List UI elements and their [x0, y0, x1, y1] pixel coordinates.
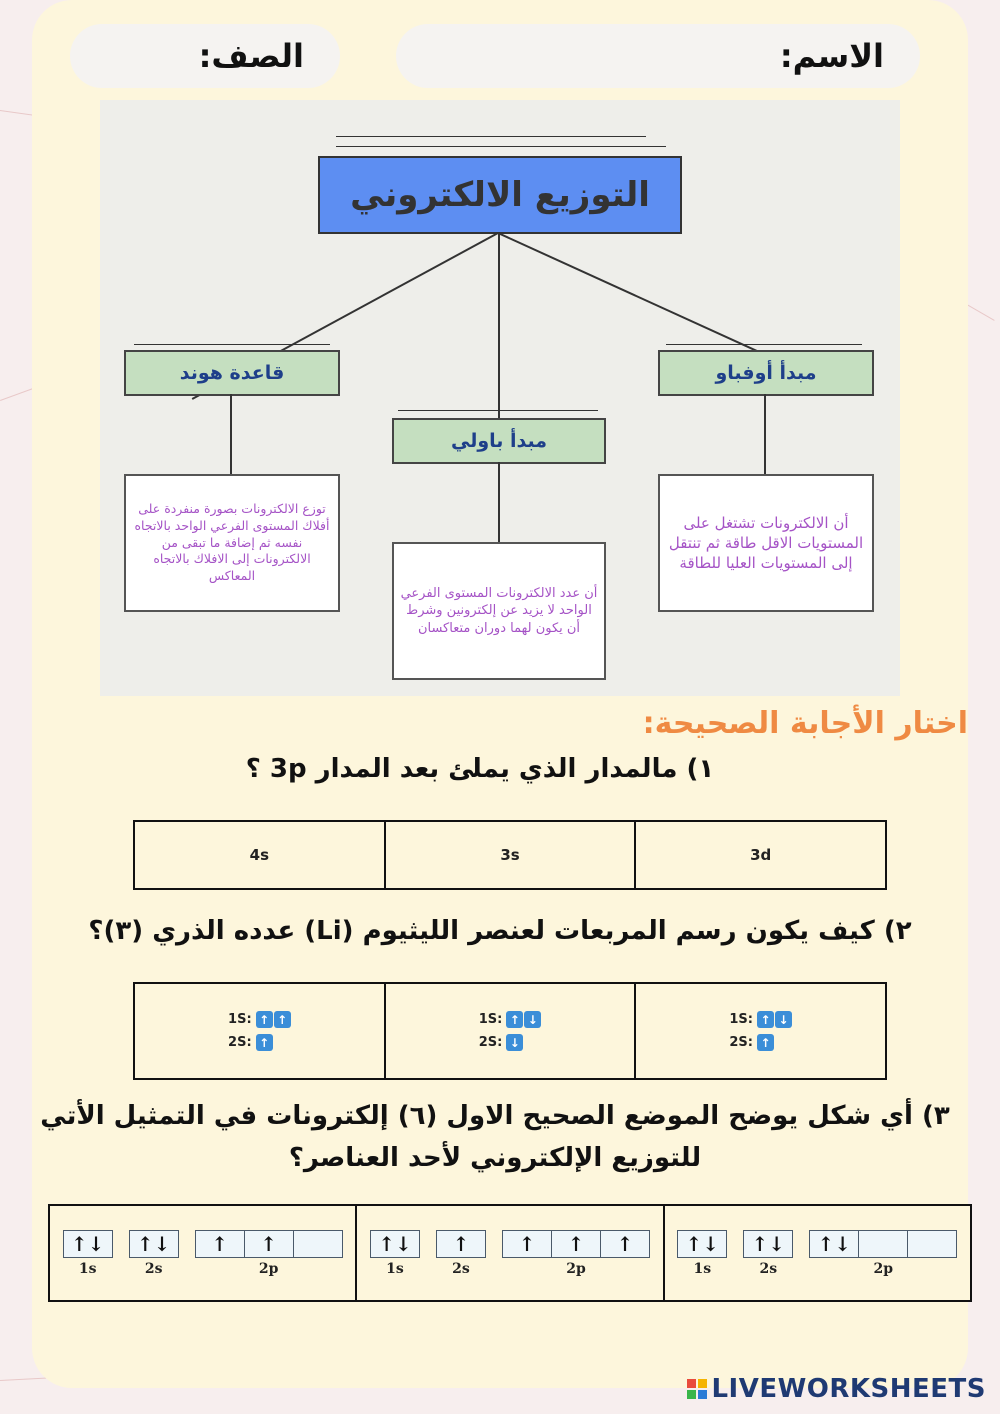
branch-title: مبدأ باولي — [450, 430, 548, 452]
question-2-options — [133, 982, 887, 1080]
branch-text: أن الالكترونات تشتغل على المستويات الاقل طاقة ثم تنتقل إلى المستويات العليا للطاقة — [668, 513, 864, 573]
orbital-box: ↑ — [552, 1230, 601, 1258]
orbital-label: 1s — [78, 1260, 97, 1277]
arrow-up-icon: ↑ — [757, 1011, 774, 1028]
logo-square — [698, 1390, 707, 1399]
orbital-box: ↑↓ — [63, 1230, 113, 1258]
question-1: ١) مالمدار الذي يملئ بعد المدار 3p ؟ — [245, 754, 715, 784]
connector-line — [498, 232, 500, 418]
orbital-box: ↑ — [436, 1230, 486, 1258]
arrow-down-icon: ↓ — [524, 1011, 541, 1028]
arrow-down-icon: ↓ — [506, 1034, 523, 1051]
question-1-options — [133, 820, 887, 890]
liveworksheets-logo — [687, 1374, 986, 1404]
orbital-box: ↑↓ — [370, 1230, 420, 1258]
arrow-up-icon: ↑ — [256, 1011, 273, 1028]
option-box-diagram-c[interactable] — [634, 984, 885, 1078]
connector-line — [764, 394, 766, 474]
name-label: الاسم: — [779, 37, 884, 75]
option-orbital-diagram-b[interactable] — [355, 1206, 662, 1300]
orbital-box — [859, 1230, 908, 1258]
class-label: الصف: — [198, 37, 304, 75]
branch-box-pauli — [392, 418, 606, 464]
orbital-box: ↑ — [245, 1230, 294, 1258]
connector-line — [498, 232, 781, 362]
diagram-title-box — [318, 156, 682, 234]
orbital-box: ↑↓ — [743, 1230, 793, 1258]
question-3-line-2: للتوزيع الإلكتروني لأحد العناصر؟ — [288, 1142, 702, 1173]
option-3d[interactable]: 3d — [634, 822, 885, 888]
branch-text-box-aufbau — [658, 474, 874, 612]
option-orbital-diagram-a[interactable] — [50, 1206, 355, 1300]
orbital-label: 2p — [873, 1260, 894, 1277]
connector-line — [230, 394, 232, 474]
option-3s[interactable]: 3s — [384, 822, 635, 888]
branch-text: أن عدد الالكترونات المستوى الفرعي الواحد لا يزيد عن إلكترونين وشرط أن يكون لهما دوران متعاكسان — [400, 585, 598, 636]
option-box-diagram-b[interactable] — [384, 984, 635, 1078]
brand-logo-icon — [687, 1379, 707, 1399]
logo-square — [687, 1379, 696, 1388]
orbital-label: 2s — [452, 1260, 470, 1277]
orbital-box: ↑ — [502, 1230, 552, 1258]
orbital-box: ↑↓ — [677, 1230, 727, 1258]
question-3 — [30, 1096, 960, 1179]
branch-text: توزع الالكترونات بصورة منفردة على أفلاك المستوى الفرعي الواحد بالاتجاه نفسه ثم إضافة ما تبقى من الالكترونات إلى الافلاك بالاتجاه المعاكس — [134, 500, 330, 584]
logo-square — [698, 1379, 707, 1388]
arrow-up-icon: ↑ — [256, 1034, 273, 1051]
orbital-label: 2S: — [228, 1035, 252, 1050]
concept-diagram — [100, 100, 900, 696]
decor-line — [336, 146, 666, 147]
question-2: ٢) كيف يكون رسم المربعات لعنصر الليثيوم (Li) عدده الذري (٣)؟ — [88, 916, 912, 946]
orbital-label: 1S: — [478, 1012, 503, 1027]
branch-title: مبدأ أوفباو — [715, 362, 817, 384]
arrow-down-icon: ↓ — [775, 1011, 792, 1028]
option-orbital-diagram-c[interactable] — [663, 1206, 970, 1300]
orbital-box: ↑ — [195, 1230, 245, 1258]
orbital-label: 2p — [258, 1260, 279, 1277]
option-4s[interactable]: 4s — [249, 846, 270, 864]
logo-square — [687, 1390, 696, 1399]
orbital-box: ↑↓ — [809, 1230, 859, 1258]
branch-text-box-pauli — [392, 542, 606, 680]
decor-line — [134, 344, 330, 345]
orbital-label: 2S: — [478, 1035, 503, 1050]
branch-title: قاعدة هوند — [179, 362, 285, 384]
decor-line — [398, 410, 598, 411]
question-3-line-1: ٣) أي شكل يوضح الموضع الصحيح الاول (٦) إلكترونات في التمثيل الأتي — [40, 1101, 950, 1131]
branch-box-hund — [124, 350, 340, 396]
arrow-up-icon: ↑ — [274, 1011, 291, 1028]
connector-line — [498, 462, 500, 542]
branch-text-box-hund — [124, 474, 340, 612]
orbital-box — [908, 1230, 957, 1258]
arrow-up-icon: ↑ — [506, 1011, 523, 1028]
orbital-label: 1S: — [729, 1012, 753, 1027]
decor-line — [666, 344, 862, 345]
decor-line — [336, 136, 646, 137]
question-3-options — [48, 1204, 972, 1302]
branch-box-aufbau — [658, 350, 874, 396]
diagram-title: التوزيع الالكتروني — [350, 175, 650, 215]
orbital-label: 2S: — [729, 1035, 753, 1050]
brand-name: LIVEWORKSHEETS — [711, 1374, 986, 1404]
orbital-box: ↑↓ — [129, 1230, 179, 1258]
orbital-box — [294, 1230, 343, 1258]
orbital-label: 2s — [144, 1260, 163, 1277]
orbital-label: 2s — [759, 1260, 778, 1277]
option-box-diagram-a[interactable] — [135, 984, 384, 1078]
instruction-heading: اختار الأجابة الصحيحة: — [642, 706, 968, 741]
orbital-box: ↑ — [601, 1230, 650, 1258]
arrow-up-icon: ↑ — [757, 1034, 774, 1051]
class-field[interactable] — [70, 24, 340, 88]
orbital-label: 2p — [566, 1260, 586, 1277]
orbital-label: 1S: — [228, 1012, 252, 1027]
orbital-label: 1s — [386, 1260, 404, 1277]
name-field[interactable] — [396, 24, 920, 88]
orbital-label: 1s — [693, 1260, 712, 1277]
